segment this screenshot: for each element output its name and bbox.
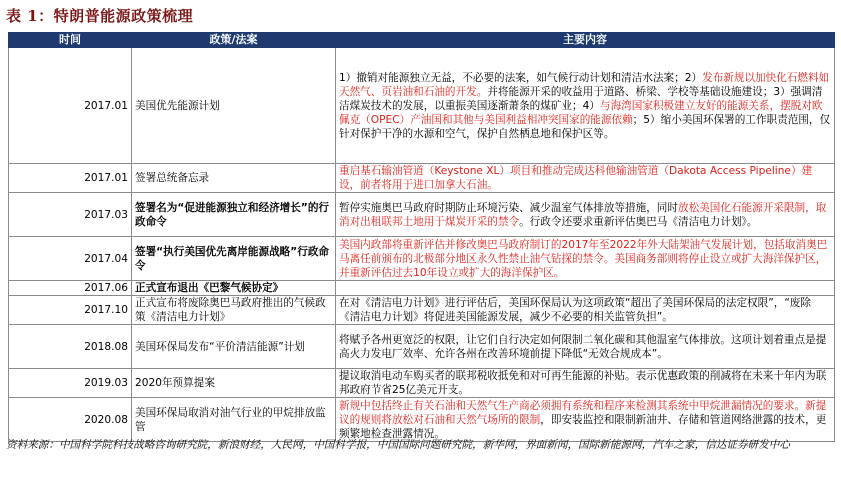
row-time: 2017.01: [9, 164, 132, 193]
header-policy: 政策/法案: [132, 33, 336, 48]
table-row: [9, 369, 835, 398]
row-time: 2019.03: [9, 369, 132, 398]
table-row: [9, 48, 835, 164]
highlighted-text: 放松美国化石能源开采限制，取消对出租联邦土地用于煤炭开采的禁令: [339, 201, 827, 228]
content-text: 在对《清洁电力计划》进行评估后，美国环保局认为这项政策“超出了美国环保局的法定权限”，“废除《清洁电力计划》将促进美国能源发展，减少不必要的相关监管负担”。: [339, 297, 811, 323]
row-policy: 美国环保局取消对油气行业的甲烷排放监管: [132, 398, 336, 442]
header-time: 时间: [9, 33, 132, 48]
row-time: 2017.01: [9, 48, 132, 164]
row-content: [336, 164, 835, 193]
content-text: 提议取消电动车购买者的联邦税收抵免和对可再生能源的补贴。表示优惠政策的削减将在未来十年内为联邦政府节省25亿美元开支。: [339, 370, 827, 396]
highlighted-text: 新规中包括终止有关石油和天然气生产商必须拥有系统和程序来检测其系统中甲烷泄漏情况的要求。: [339, 399, 806, 412]
row-time: 2020.08: [9, 398, 132, 442]
highlighted-text: 美国内政部将重新评估并修改奥巴马政府制订的2017年至2022年外大陆架油气发展计划，包括取消奥巴马离任前颁布的北极部分地区永久性禁止油气钻探的禁令。美国商务部则将停止设立或扩大海洋保护区，并重新评估过去10年设立或扩大的海洋保护区。: [339, 238, 828, 279]
highlighted-text: 与海湾国家积极建立友好的能源关系，摆脱对欧佩克（OPEC）产油国和其他与美国利益相冲突国家的能源依赖: [339, 99, 823, 126]
highlighted-text: 发布新规以加快化石燃料如天然气、页岩油和石油的开发。: [339, 71, 830, 98]
row-content: [336, 369, 835, 398]
row-policy: 签署“执行美国优先离岸能源战略”行政命令: [132, 237, 336, 281]
row-policy: 美国优先能源计划: [132, 48, 336, 164]
table-title: 表 1：特朗普能源政策梳理: [6, 7, 194, 25]
row-policy: 签署名为“促进能源独立和经济增长”的行政命令: [132, 193, 336, 237]
highlighted-text: 重启基石输油管道（Keystone XL）项目和推动完成达科他输油管道（Dakota Access Pipeline）建设，前者将用于进口加拿大石油。: [339, 165, 813, 191]
row-policy: 美国环保局发布“平价清洁能源”计划: [132, 325, 336, 369]
energy-policy-table: [8, 32, 835, 442]
table-row: [9, 193, 835, 237]
content-text: 1）撤销对能源独立无益，不必要的法案，如气候行动计划和清洁水法案；2）: [339, 71, 703, 84]
table-row: [9, 281, 835, 296]
header-content: 主要内容: [336, 33, 835, 48]
table-row: [9, 398, 835, 442]
source-note: 资料来源：中国科学院科技战略咨询研究院，新浪财经，人民网，中国科学报，中国国际问题研究院，新华网，界面新闻，国际新能源网，汽车之家，信达证券研发中心: [6, 439, 790, 451]
row-policy: 2020年预算提案: [132, 369, 336, 398]
table-row: [9, 164, 835, 193]
content-text: ；5）缩小美国环保署的工作职责范围，仅针对保护干净的水源和空气，保护自然栖息地和保护区等。: [339, 113, 831, 140]
row-content: [336, 398, 835, 442]
row-time: 2017.10: [9, 296, 132, 325]
table-row: [9, 296, 835, 325]
row-policy: 签署总统备忘录: [132, 164, 336, 193]
row-time: 2018.08: [9, 325, 132, 369]
row-time: 2017.04: [9, 237, 132, 281]
table-row: [9, 325, 835, 369]
table-row: [9, 237, 835, 281]
highlighted-text: 新提议的规则将放松对石油和天然气场所的限制: [339, 399, 827, 426]
content-text: 并将能源开采的收益用于道路、桥梁、学校等基础设施建设；3）强调清洁煤炭技术的发展，以重振美国逐渐萧条的煤矿业；4）: [339, 85, 823, 112]
row-content: [336, 237, 835, 281]
table-header-row: [9, 33, 835, 48]
content-text: 将赋予各州更宽泛的权限，让它们自行决定如何限制二氧化碳和其他温室气体排放。这项计划着重点是提高火力发电厂效率、允许各州在改善环境前提下降低“无效合规成本”。: [339, 333, 827, 360]
row-time: 2017.03: [9, 193, 132, 237]
row-content: [336, 296, 835, 325]
content-text: 。行政令还要求重新评估奥巴马《清洁电力计划》。: [519, 215, 758, 228]
content-text: ，即安装监控和限制新油井、存储和管道网络泄露的技术，更频繁地检查泄露情况。: [339, 413, 827, 440]
row-content: [336, 281, 835, 296]
row-policy: 正式宣布将废除奥巴马政府推出的气候政策《清洁电力计划》: [132, 296, 336, 325]
row-time: 2017.06: [9, 281, 132, 296]
row-policy: 正式宣布退出《巴黎气候协定》: [132, 281, 336, 296]
row-content: [336, 193, 835, 237]
content-text: 暂停实施奥巴马政府时期防止环境污染、减少温室气体排放等措施，同时: [339, 201, 678, 214]
row-content: [336, 325, 835, 369]
row-content: [336, 48, 835, 164]
